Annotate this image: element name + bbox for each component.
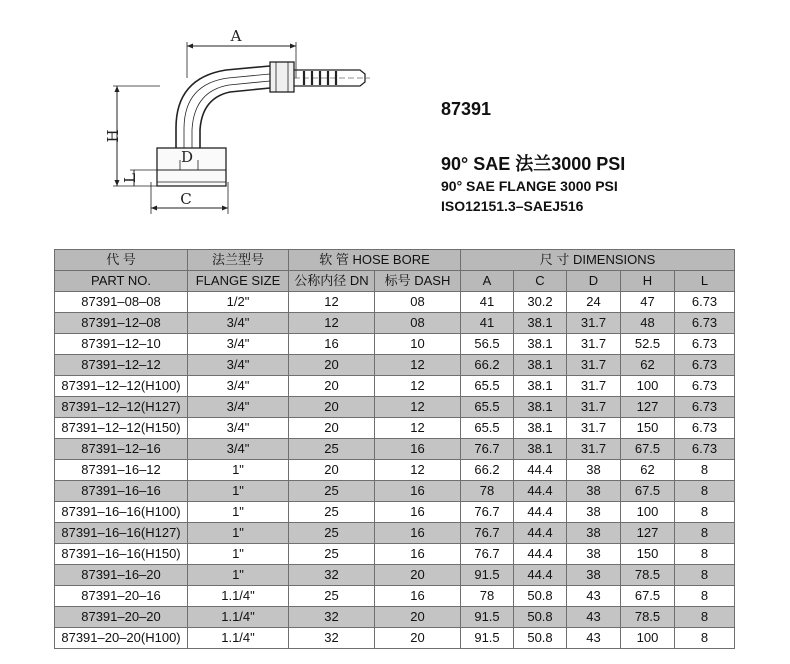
header-d: D [567,271,621,292]
cell-c: 30.2 [514,292,567,313]
cell-dn: 25 [289,586,375,607]
header-part-cn: 代 号 [55,250,188,271]
cell-part: 87391–08–08 [55,292,188,313]
cell-a: 76.7 [461,523,514,544]
cell-part: 87391–20–16 [55,586,188,607]
title-chinese: 90° SAE 法兰3000 PSI [441,154,626,174]
header-row-1 [55,250,735,271]
cell-c: 38.1 [514,313,567,334]
cell-d: 38 [567,544,621,565]
cell-h: 47 [621,292,675,313]
cell-c: 38.1 [514,334,567,355]
table-row [55,418,735,439]
cell-l: 8 [675,523,735,544]
cell-a: 65.5 [461,397,514,418]
cell-h: 127 [621,523,675,544]
cell-flange: 1" [188,460,289,481]
cell-h: 48 [621,313,675,334]
cell-h: 78.5 [621,607,675,628]
cell-flange: 1.1/4" [188,607,289,628]
header-part-en: PART NO. [55,271,188,292]
cell-h: 67.5 [621,586,675,607]
cell-dn: 25 [289,523,375,544]
table-row [55,502,735,523]
fitting-drawing [100,20,400,220]
header-a: A [461,271,514,292]
cell-dash: 16 [375,439,461,460]
cell-c: 38.1 [514,418,567,439]
cell-a: 91.5 [461,565,514,586]
cell-d: 31.7 [567,334,621,355]
cell-flange: 1.1/4" [188,628,289,649]
cell-dash: 12 [375,460,461,481]
cell-d: 38 [567,481,621,502]
cell-l: 6.73 [675,397,735,418]
cell-d: 38 [567,460,621,481]
cell-flange: 1/2" [188,292,289,313]
cell-h: 52.5 [621,334,675,355]
cell-a: 91.5 [461,628,514,649]
cell-a: 56.5 [461,334,514,355]
cell-dash: 12 [375,355,461,376]
table-row [55,376,735,397]
table-row [55,481,735,502]
cell-h: 150 [621,544,675,565]
cell-l: 6.73 [675,334,735,355]
cell-h: 100 [621,376,675,397]
cell-l: 6.73 [675,313,735,334]
table-row [55,460,735,481]
cell-d: 38 [567,523,621,544]
cell-h: 100 [621,628,675,649]
cell-l: 8 [675,565,735,586]
cell-part: 87391–12–12(H127) [55,397,188,418]
cell-part: 87391–16–16(H127) [55,523,188,544]
cell-dash: 20 [375,565,461,586]
table-row [55,334,735,355]
cell-flange: 3/4" [188,376,289,397]
table-row [55,397,735,418]
cell-dn: 16 [289,334,375,355]
cell-flange: 1" [188,481,289,502]
cell-l: 8 [675,607,735,628]
header-flange-cn: 法兰型号 [188,250,289,271]
cell-flange: 1" [188,502,289,523]
cell-l: 8 [675,586,735,607]
table-row [55,586,735,607]
cell-d: 31.7 [567,397,621,418]
table-row [55,523,735,544]
header-dn: 公称内径 DN [289,271,375,292]
cell-c: 38.1 [514,397,567,418]
cell-c: 44.4 [514,460,567,481]
table-row [55,313,735,334]
dim-label-l: L [121,173,139,183]
cell-flange: 3/4" [188,418,289,439]
cell-a: 65.5 [461,376,514,397]
table-row [55,355,735,376]
cell-d: 31.7 [567,313,621,334]
cell-flange: 3/4" [188,397,289,418]
cell-dash: 16 [375,523,461,544]
cell-c: 50.8 [514,628,567,649]
standard-code: ISO12151.3–SAEJ516 [441,198,584,214]
cell-c: 38.1 [514,355,567,376]
table-row [55,628,735,649]
cell-c: 38.1 [514,439,567,460]
cell-h: 100 [621,502,675,523]
cell-dn: 20 [289,397,375,418]
cell-l: 6.73 [675,439,735,460]
cell-a: 41 [461,292,514,313]
cell-part: 87391–12–12(H150) [55,418,188,439]
header-l: L [675,271,735,292]
cell-part: 87391–12–08 [55,313,188,334]
cell-l: 8 [675,481,735,502]
cell-flange: 1" [188,544,289,565]
cell-dn: 25 [289,439,375,460]
cell-flange: 3/4" [188,355,289,376]
cell-part: 87391–16–16(H100) [55,502,188,523]
cell-part: 87391–12–10 [55,334,188,355]
cell-part: 87391–16–16(H150) [55,544,188,565]
cell-a: 41 [461,313,514,334]
cell-h: 78.5 [621,565,675,586]
dim-label-a: A [230,27,242,45]
cell-part: 87391–16–12 [55,460,188,481]
cell-flange: 1.1/4" [188,586,289,607]
cell-part: 87391–12–12(H100) [55,376,188,397]
header-dimensions: 尺 寸 DIMENSIONS [461,250,735,271]
cell-a: 76.7 [461,544,514,565]
header-hose-bore: 软 管 HOSE BORE [289,250,461,271]
cell-d: 43 [567,586,621,607]
cell-flange: 3/4" [188,313,289,334]
cell-c: 38.1 [514,376,567,397]
cell-d: 43 [567,628,621,649]
cell-dash: 12 [375,418,461,439]
cell-a: 78 [461,481,514,502]
cell-dn: 20 [289,376,375,397]
cell-d: 38 [567,502,621,523]
cell-dn: 25 [289,502,375,523]
cell-dash: 08 [375,292,461,313]
cell-a: 76.7 [461,439,514,460]
cell-d: 38 [567,565,621,586]
cell-dash: 16 [375,481,461,502]
cell-a: 76.7 [461,502,514,523]
cell-c: 50.8 [514,607,567,628]
cell-c: 44.4 [514,481,567,502]
cell-part: 87391–12–16 [55,439,188,460]
cell-c: 44.4 [514,565,567,586]
cell-dn: 25 [289,544,375,565]
cell-part: 87391–16–20 [55,565,188,586]
dim-label-d: D [181,148,194,166]
cell-dash: 20 [375,607,461,628]
cell-flange: 3/4" [188,439,289,460]
dim-label-h: H [104,129,122,143]
cell-c: 44.4 [514,523,567,544]
cell-d: 31.7 [567,418,621,439]
dim-label-c: C [180,190,192,208]
table-row [55,439,735,460]
cell-l: 6.73 [675,355,735,376]
cell-l: 8 [675,460,735,481]
cell-d: 31.7 [567,376,621,397]
table-row [55,292,735,313]
cell-h: 62 [621,355,675,376]
header-flange-en: FLANGE SIZE [188,271,289,292]
cell-part: 87391–16–16 [55,481,188,502]
cell-flange: 1" [188,523,289,544]
cell-d: 31.7 [567,355,621,376]
cell-dash: 16 [375,586,461,607]
cell-flange: 3/4" [188,334,289,355]
cell-part: 87391–20–20 [55,607,188,628]
header-row-2 [55,271,735,292]
cell-flange: 1" [188,565,289,586]
cell-d: 43 [567,607,621,628]
cell-l: 8 [675,544,735,565]
header-dash: 标号 DASH [375,271,461,292]
cell-h: 67.5 [621,481,675,502]
cell-a: 66.2 [461,355,514,376]
cell-c: 44.4 [514,544,567,565]
cell-a: 78 [461,586,514,607]
table-row [55,544,735,565]
cell-h: 127 [621,397,675,418]
cell-l: 8 [675,502,735,523]
cell-part: 87391–12–12 [55,355,188,376]
cell-dn: 20 [289,418,375,439]
cell-dash: 12 [375,376,461,397]
cell-dn: 32 [289,628,375,649]
part-series-number: 87391 [441,99,492,119]
cell-a: 65.5 [461,418,514,439]
cell-l: 6.73 [675,376,735,397]
cell-d: 31.7 [567,439,621,460]
cell-dn: 12 [289,292,375,313]
cell-dash: 16 [375,544,461,565]
cell-l: 6.73 [675,418,735,439]
cell-c: 44.4 [514,502,567,523]
cell-part: 87391–20–20(H100) [55,628,188,649]
cell-dash: 12 [375,397,461,418]
cell-dn: 32 [289,565,375,586]
header-h: H [621,271,675,292]
cell-a: 66.2 [461,460,514,481]
cell-l: 6.73 [675,292,735,313]
cell-h: 62 [621,460,675,481]
dimensions-table [54,249,735,649]
cell-dn: 20 [289,355,375,376]
header-c: C [514,271,567,292]
cell-dash: 20 [375,628,461,649]
table-row [55,607,735,628]
cell-d: 24 [567,292,621,313]
table-row [55,565,735,586]
cell-c: 50.8 [514,586,567,607]
cell-h: 67.5 [621,439,675,460]
cell-a: 91.5 [461,607,514,628]
cell-dash: 08 [375,313,461,334]
cell-dn: 12 [289,313,375,334]
cell-h: 150 [621,418,675,439]
cell-dash: 10 [375,334,461,355]
cell-l: 8 [675,628,735,649]
cell-dash: 16 [375,502,461,523]
cell-dn: 20 [289,460,375,481]
title-english: 90° SAE FLANGE 3000 PSI [441,178,618,194]
cell-dn: 25 [289,481,375,502]
cell-dn: 32 [289,607,375,628]
